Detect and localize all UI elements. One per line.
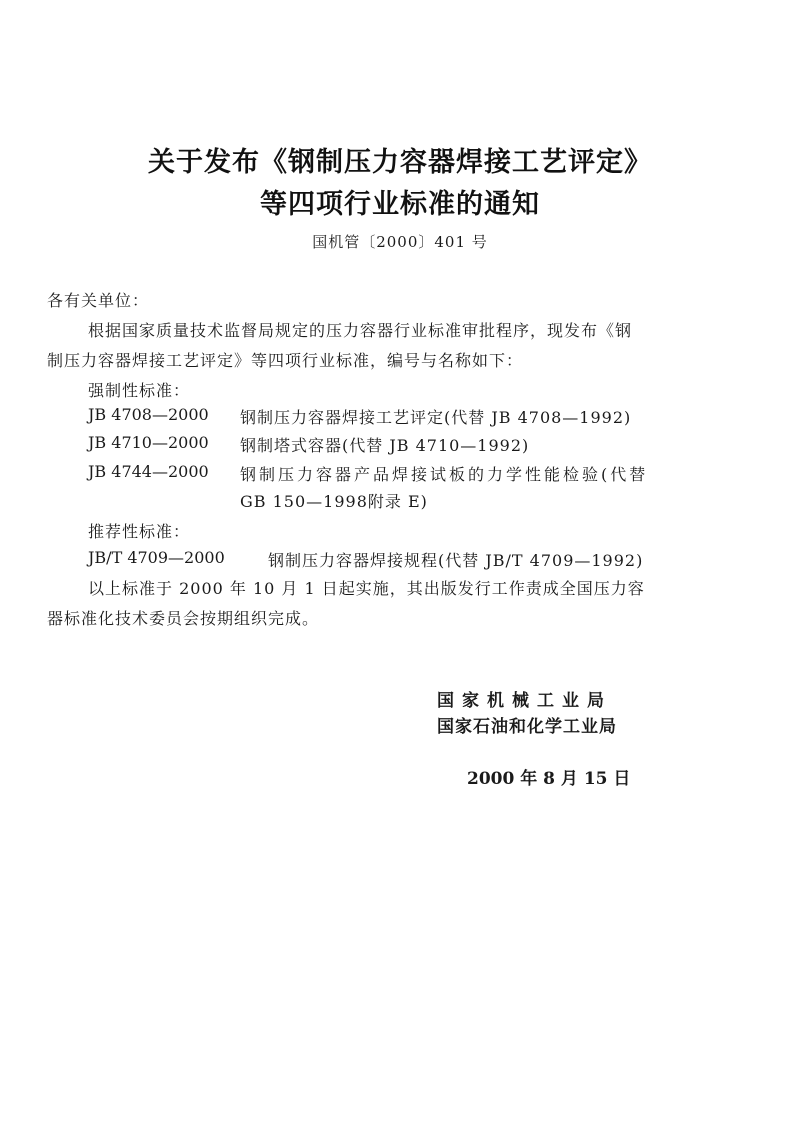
issue-date: 2000 年 8 月 15 日 <box>467 769 631 789</box>
standard-name: 钢制压力容器产品焊接试板的力学性能检验(代替 <box>240 465 649 484</box>
standard-code: JB 4708—2000 <box>88 405 209 424</box>
closing-line2: 器标准化技术委员会按期组织完成。 <box>47 609 320 628</box>
document-title-line2: 等四项行业标准的通知 <box>260 189 540 220</box>
standard-name-continued: GB 150—1998附录 E) <box>240 492 428 511</box>
recommended-heading: 推荐性标准： <box>88 522 191 541</box>
standard-name: 钢制塔式容器(代替 JB 4710—1992) <box>240 436 530 455</box>
standard-name: 钢制压力容器焊接规程(代替 JB/T 4709—1992) <box>268 551 644 570</box>
standard-code: JB/T 4709—2000 <box>88 548 225 567</box>
closing-line1: 以上标准于 2000 年 10 月 1 日起实施，其出版发行工作责成全国压力容 <box>88 579 645 598</box>
salutation: 各有关单位： <box>47 291 150 310</box>
document-number: 国机管〔2000〕401 号 <box>312 233 488 251</box>
mandatory-heading: 强制性标准： <box>88 381 191 400</box>
intro-line2: 制压力容器焊接工艺评定》等四项行业标准，编号与名称如下： <box>47 351 524 370</box>
issuing-org-1: 国家机械工业局 <box>437 691 612 711</box>
intro-line1: 根据国家质量技术监督局规定的压力容器行业标准审批程序，现发布《钢 <box>88 321 633 340</box>
document-title-line1: 关于发布《钢制压力容器焊接工艺评定》 <box>148 147 652 178</box>
issuing-org-2: 国家石油和化学工业局 <box>437 717 617 737</box>
standard-code: JB 4744—2000 <box>88 462 209 481</box>
standard-name: 钢制压力容器焊接工艺评定(代替 JB 4708—1992) <box>240 408 632 427</box>
standard-code: JB 4710—2000 <box>88 433 209 452</box>
